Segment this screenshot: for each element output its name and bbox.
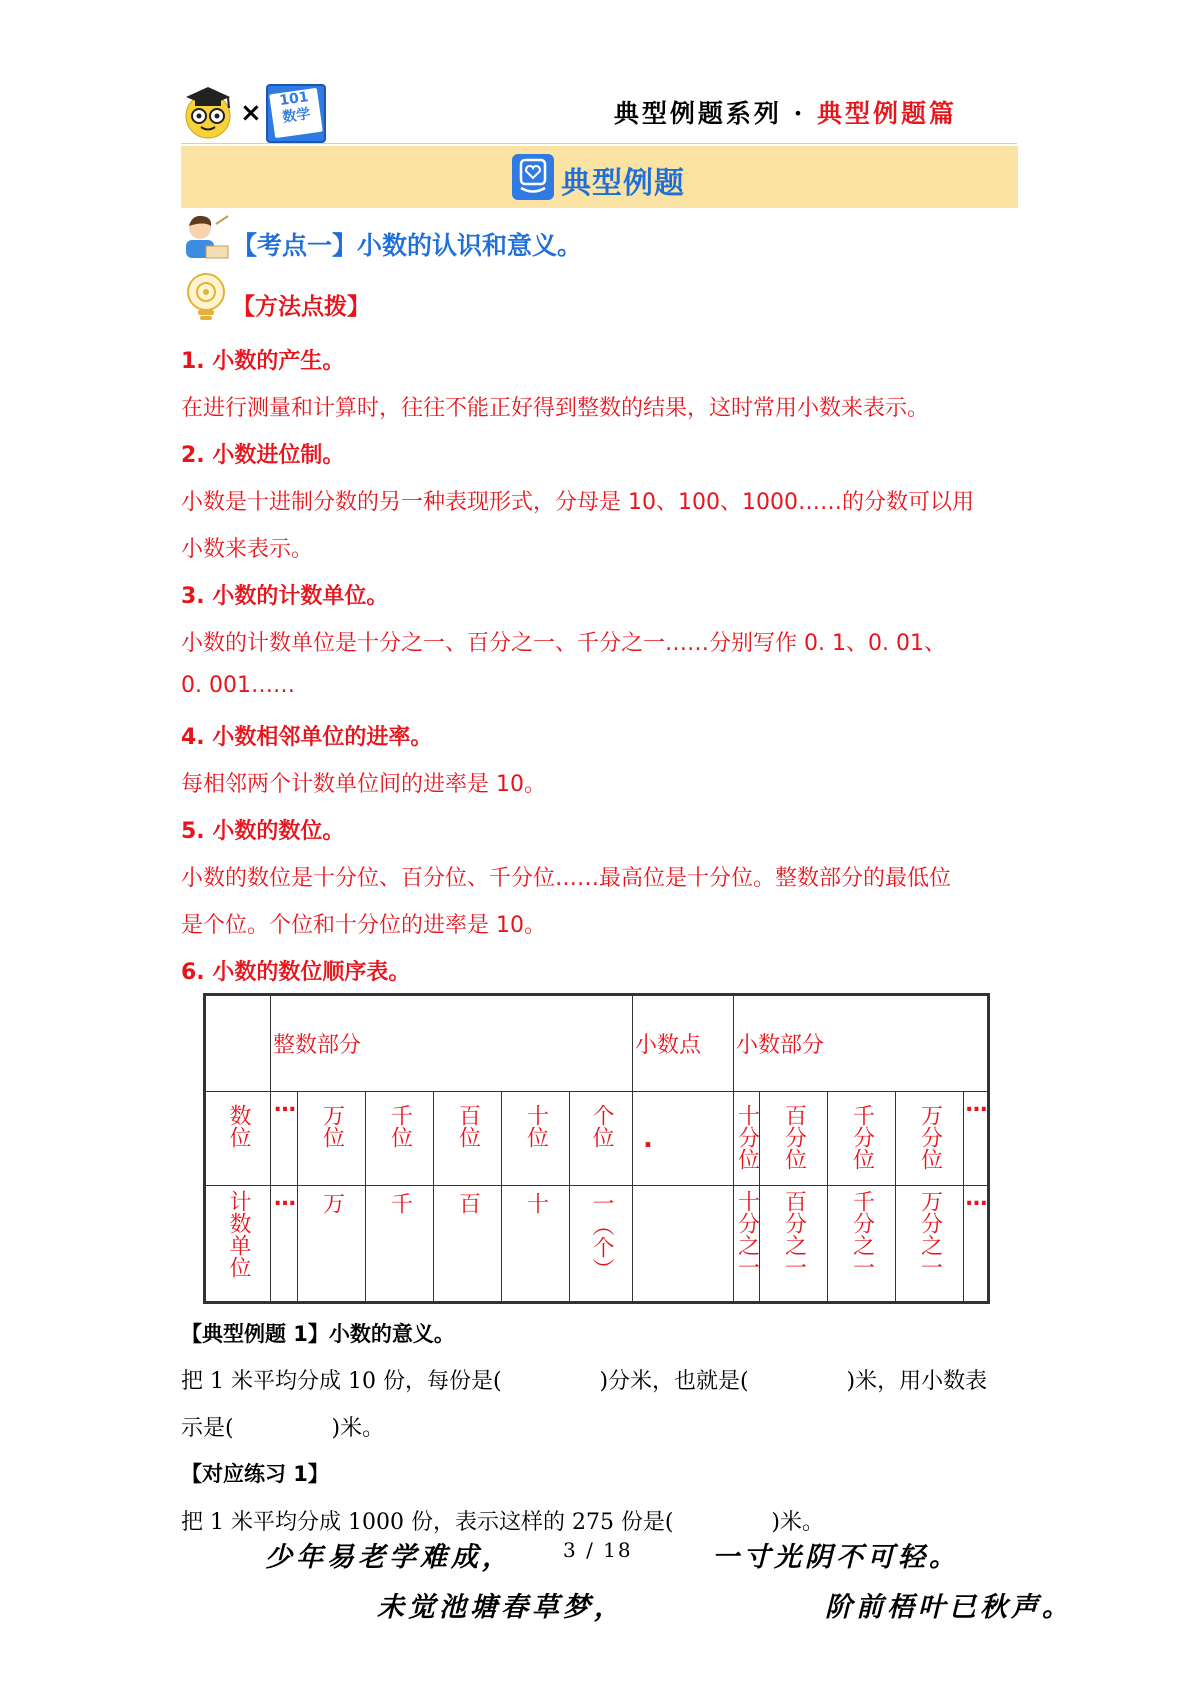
unit-ge: 一（个） xyxy=(589,1192,614,1280)
digit-ten-thousandths: 万分位 xyxy=(917,1104,943,1170)
dec-unit-cell xyxy=(760,1186,828,1303)
page-number: 3 / 18 xyxy=(563,1538,633,1562)
series-label: 典型例题系列 · xyxy=(613,99,817,128)
section-6-heading: 6. 小数的数位顺序表。 xyxy=(181,960,411,985)
dec-unit-cell xyxy=(828,1186,896,1303)
unit-bai: 百 xyxy=(455,1192,481,1214)
dec-digit-cell xyxy=(828,1092,896,1186)
decimal-point-header: 小数点 xyxy=(633,995,734,1092)
section-3-body: 小数的计数单位是十分之一、百分之一、千分之一……分别写作 0. 1、0. 01、 xyxy=(181,631,946,656)
unit-cell xyxy=(434,1186,502,1303)
unit-tenths: 十分之一 xyxy=(734,1190,760,1278)
poem-line-1a: 少年易老学难成， xyxy=(265,1542,513,1573)
example-1-title: 【典型例题 1】小数的意义。 xyxy=(181,1322,455,1346)
series-highlight: 典型例题篇 xyxy=(816,99,957,128)
section-banner xyxy=(181,146,1018,208)
digit-hundredths: 百分位 xyxy=(781,1104,807,1170)
digit-cell xyxy=(298,1092,366,1186)
example-1-line-2: 示是( )米。 xyxy=(181,1416,385,1441)
times-sign: × xyxy=(240,98,262,128)
section-5-body: 小数的数位是十分位、百分位、千分位……最高位是十分位。整数部分的最低位 xyxy=(181,866,952,891)
dec-unit-cell xyxy=(734,1186,760,1303)
section-2-heading: 2. 小数进位制。 xyxy=(181,443,345,468)
integer-part-header: 整数部分 xyxy=(271,995,633,1092)
digits-ellipsis-right: … xyxy=(964,1092,989,1186)
unit-hundredths: 百分之一 xyxy=(781,1190,807,1278)
poem-line-1b: 一寸光阴不可轻。 xyxy=(712,1542,960,1573)
section-1-body: 在进行测量和计算时，往往不能正好得到整数的结果，这时常用小数来表示。 xyxy=(181,396,930,421)
digit-ge: 个位 xyxy=(589,1104,614,1148)
section-4-body: 每相邻两个计数单位间的进率是 10。 xyxy=(181,772,546,797)
practice-1-line-1: 把 1 米平均分成 1000 份，表示这样的 275 份是( )米。 xyxy=(181,1510,825,1535)
digit-cell xyxy=(502,1092,570,1186)
method-title: 【方法点拨】 xyxy=(232,294,370,320)
row-label-digits xyxy=(205,1092,271,1186)
row-label-digits-text: 数位 xyxy=(226,1104,251,1148)
decimal-point-cell: . xyxy=(633,1092,734,1186)
section-1-heading: 1. 小数的产生。 xyxy=(181,349,345,374)
section-3-body-cont: 0. 001…… xyxy=(181,673,295,698)
poem-line-2b: 阶前梧叶已秋声。 xyxy=(825,1592,1073,1623)
row-label-units xyxy=(205,1186,271,1303)
logo-shuxue-text: 数学 xyxy=(281,106,312,126)
unit-ten-thousandths: 万分之一 xyxy=(917,1190,943,1278)
math101-logo xyxy=(266,84,326,143)
section-4-heading: 4. 小数相邻单位的进率。 xyxy=(181,725,433,750)
digit-shi: 十位 xyxy=(523,1104,549,1148)
teacher-icon xyxy=(182,212,230,262)
unit-shi: 十 xyxy=(523,1192,549,1214)
decimal-part-header: 小数部分 xyxy=(734,995,989,1092)
example-1-line-1: 把 1 米平均分成 10 份，每份是( )分米，也就是( )米，用小数表 xyxy=(181,1369,988,1394)
section-2-body: 小数是十进制分数的另一种表现形式，分母是 10、100、1000……的分数可以用 xyxy=(181,490,974,515)
header-divider xyxy=(181,143,1017,144)
kaodian-title: 【考点一】小数的认识和意义。 xyxy=(232,231,583,260)
heart-book-icon xyxy=(512,154,554,200)
digit-wan: 万位 xyxy=(319,1104,345,1148)
section-5-heading: 5. 小数的数位。 xyxy=(181,819,345,844)
logo-101-text: 101 xyxy=(278,89,310,110)
lightbulb-icon xyxy=(184,272,228,324)
dec-digit-cell xyxy=(896,1092,964,1186)
digit-position-table xyxy=(203,993,990,1304)
decimal-point-unit-cell xyxy=(633,1186,734,1303)
unit-cell xyxy=(298,1186,366,1303)
mascot-logo xyxy=(182,84,234,140)
series-title xyxy=(614,94,957,130)
practice-1-title: 【对应练习 1】 xyxy=(181,1462,329,1486)
digit-cell xyxy=(434,1092,502,1186)
dec-unit-cell xyxy=(896,1186,964,1303)
section-5-body-cont: 是个位。个位和十分位的进率是 10。 xyxy=(181,913,546,938)
digit-thousandths: 千分位 xyxy=(849,1104,875,1170)
unit-wan: 万 xyxy=(319,1192,345,1214)
poem-line-2a: 未觉池塘春草梦， xyxy=(377,1592,625,1623)
dec-digit-cell xyxy=(734,1092,760,1186)
section-3-heading: 3. 小数的计数单位。 xyxy=(181,584,389,609)
unit-cell xyxy=(570,1186,633,1303)
digit-cell xyxy=(570,1092,633,1186)
digit-cell xyxy=(366,1092,434,1186)
units-ellipsis-left: … xyxy=(271,1186,298,1303)
unit-thousandths: 千分之一 xyxy=(849,1190,875,1278)
digit-qian: 千位 xyxy=(387,1104,413,1148)
table-corner-cell xyxy=(205,995,271,1092)
dec-digit-cell xyxy=(760,1092,828,1186)
row-label-units-text: 计数单位 xyxy=(226,1190,251,1278)
section-2-body-cont: 小数来表示。 xyxy=(181,537,314,562)
unit-cell xyxy=(366,1186,434,1303)
digits-ellipsis-left: … xyxy=(271,1092,298,1186)
digit-tenths: 十分位 xyxy=(734,1104,760,1170)
banner-title: 典型例题 xyxy=(561,166,685,201)
digit-bai: 百位 xyxy=(455,1104,481,1148)
unit-qian: 千 xyxy=(387,1192,413,1214)
unit-cell xyxy=(502,1186,570,1303)
units-ellipsis-right: … xyxy=(964,1186,989,1303)
